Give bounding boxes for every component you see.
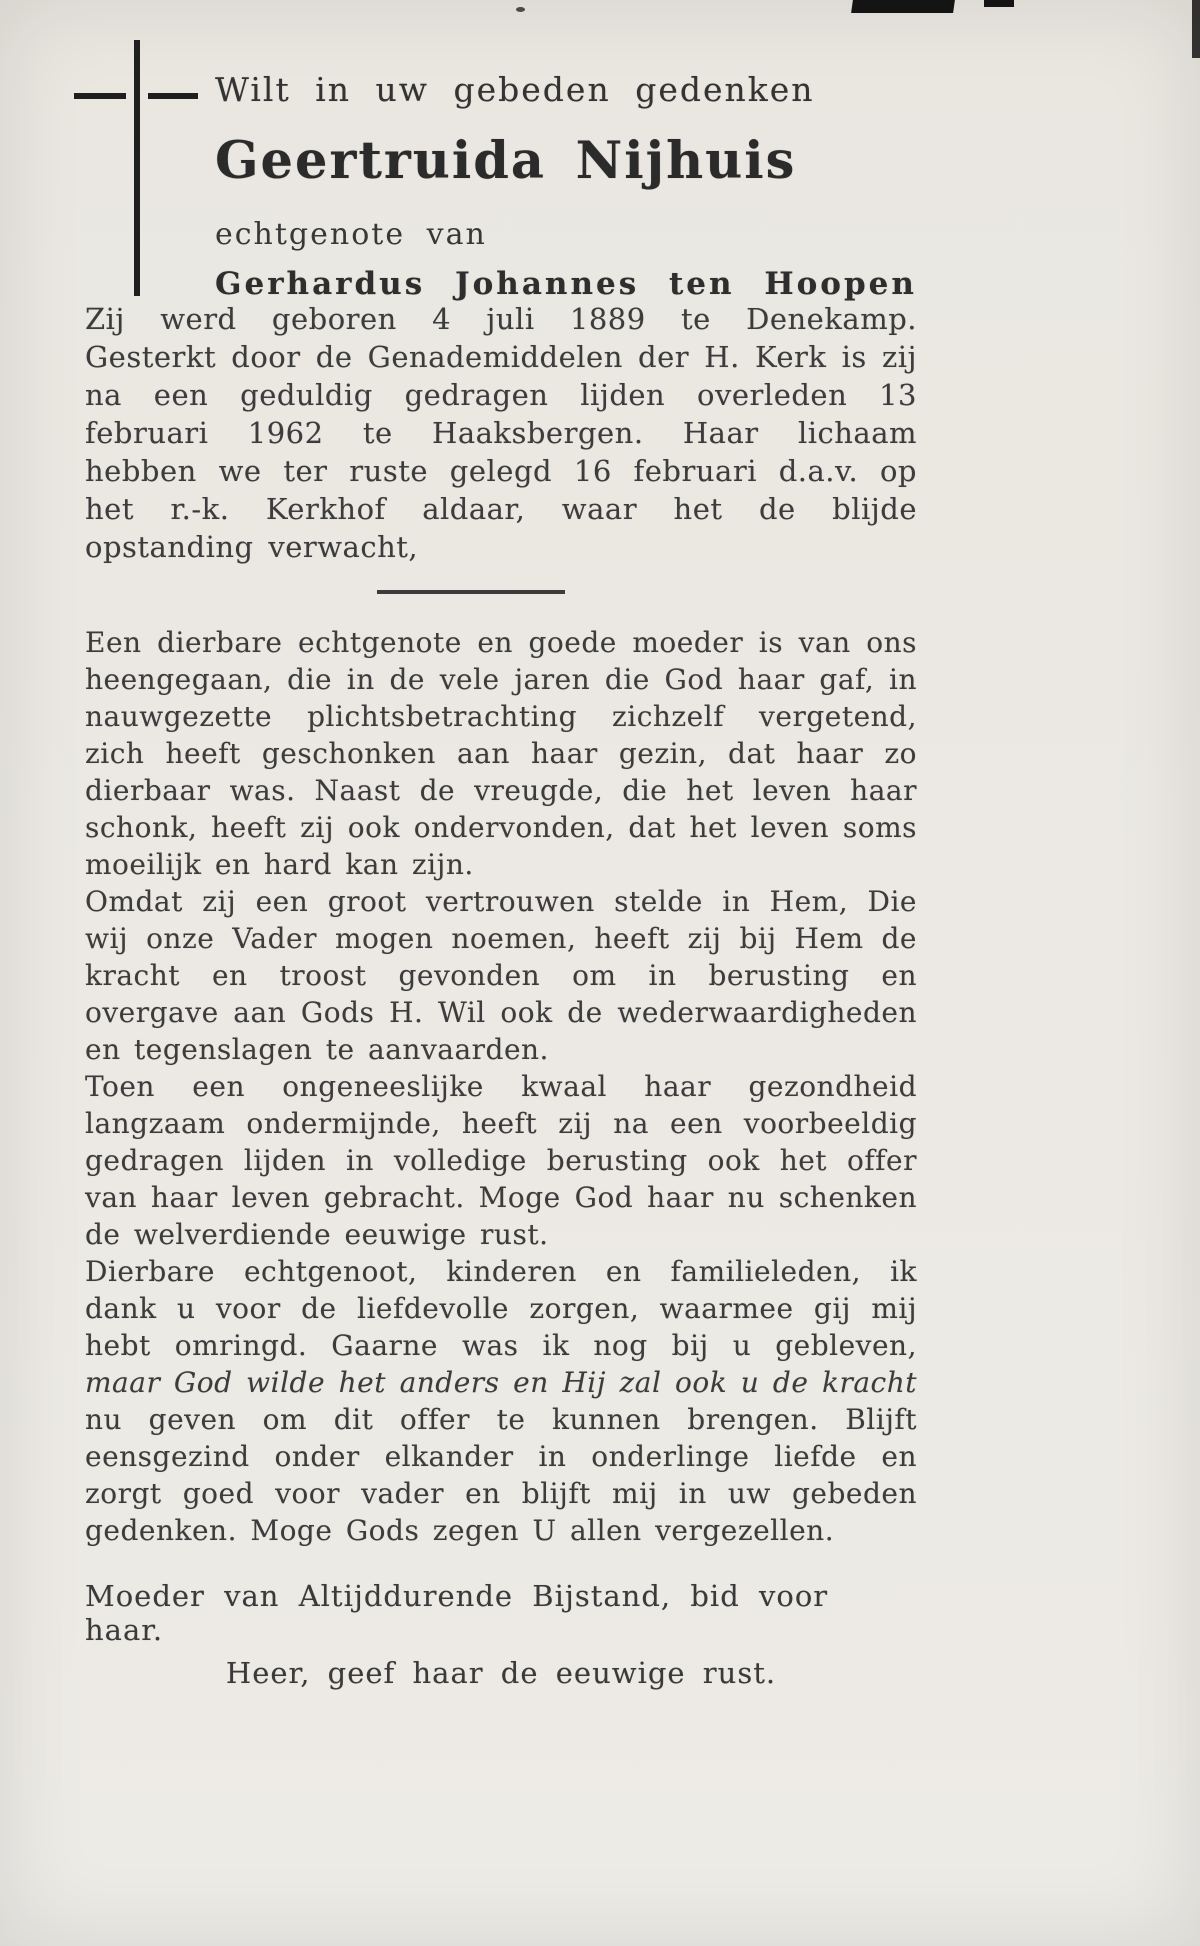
paragraph-memorial-2: Omdat zij een groot vertrouwen stelde in Hem, Die wij onze Vader mogen noemen, heeft zij bij Hem de kracht en troost gevonden om in berusting en overgave aan Gods H. Wil ook de wederwaardigheden en tegenslagen te aanvaarden.	[85, 885, 917, 1066]
divider-line	[377, 590, 565, 594]
memorial-text	[85, 624, 917, 1549]
farewell-text-italic: maar God wilde het anders en Hij zal ook u de kracht	[85, 1366, 917, 1399]
farewell-text-after: nu geven om dit offer te kunnen brengen. Blijft eensgezind onder elkander in onderlinge liefde en zorgt goed voor vader en blijft mij in uw gebeden gedenken. Moge Gods zegen U allen vergezellen.	[85, 1403, 917, 1547]
scan-artifact-dot	[516, 7, 525, 12]
prayer-line-1: Moeder van Altijddurende Bijstand, bid voor haar.	[85, 1579, 829, 1647]
deceased-name: Geertruida Nijhuis	[215, 131, 797, 191]
spouse-name: Gerhardus Johannes ten Hoopen	[215, 266, 917, 302]
card-body	[85, 300, 917, 1690]
paragraph-memorial-3: Toen een ongeneeslijke kwaal haar gezondheid langzaam ondermijnde, heeft zij na een voorbeeldig gedragen lijden in volledige berusting ook het offer van haar leven gebracht. Moge God haar nu schenken de welverdiende eeuwige rust.	[85, 1070, 917, 1251]
prayer-line-2: Heer, geef haar de eeuwige rust.	[225, 1656, 777, 1690]
paragraph-memorial-1: Een dierbare echtgenote en goede moeder is van ons heengegaan, die in de vele jaren die God haar gaf, in nauwgezette plichtsbetrachting zichzelf vergetend, zich heeft geschonken aan haar gezin, dat haar zo dierbaar was. Naast de vreugde, die het leven haar schonk, heeft zij ook ondervonden, dat het leven soms moeilijk en hard kan zijn.	[85, 626, 917, 881]
closing-prayer	[85, 1579, 917, 1690]
relation-line: echtgenote van	[215, 217, 487, 252]
scan-artifact-bar	[984, 0, 1014, 7]
paragraph-life-dates: Zij werd geboren 4 juli 1889 te Denekamp. Gesterkt door de Genademiddelen der H. Kerk is zij na een geduldig gedragen lijden overleden 13 februari 1962 te Haaksbergen. Haar lichaam hebben we ter ruste gelegd 16 februari d.a.v. op het r.-k. Kerkhof aldaar, waar het de blijde opstanding verwacht,	[85, 302, 917, 564]
intro-line: Wilt in uw gebeden gedenken	[215, 70, 815, 109]
card-header	[215, 70, 975, 302]
scan-artifact-bar	[851, 0, 955, 13]
farewell-text-before: Dierbare echtgenoot, kinderen en familieleden, ik dank u voor de liefdevolle zorgen, waarmee gij mij hebt omringd. Gaarne was ik nog bij u gebleven,	[85, 1255, 917, 1362]
paragraph-memorial-4	[85, 1253, 917, 1549]
scan-artifact-edge	[1192, 0, 1200, 58]
cross-icon	[68, 36, 208, 302]
